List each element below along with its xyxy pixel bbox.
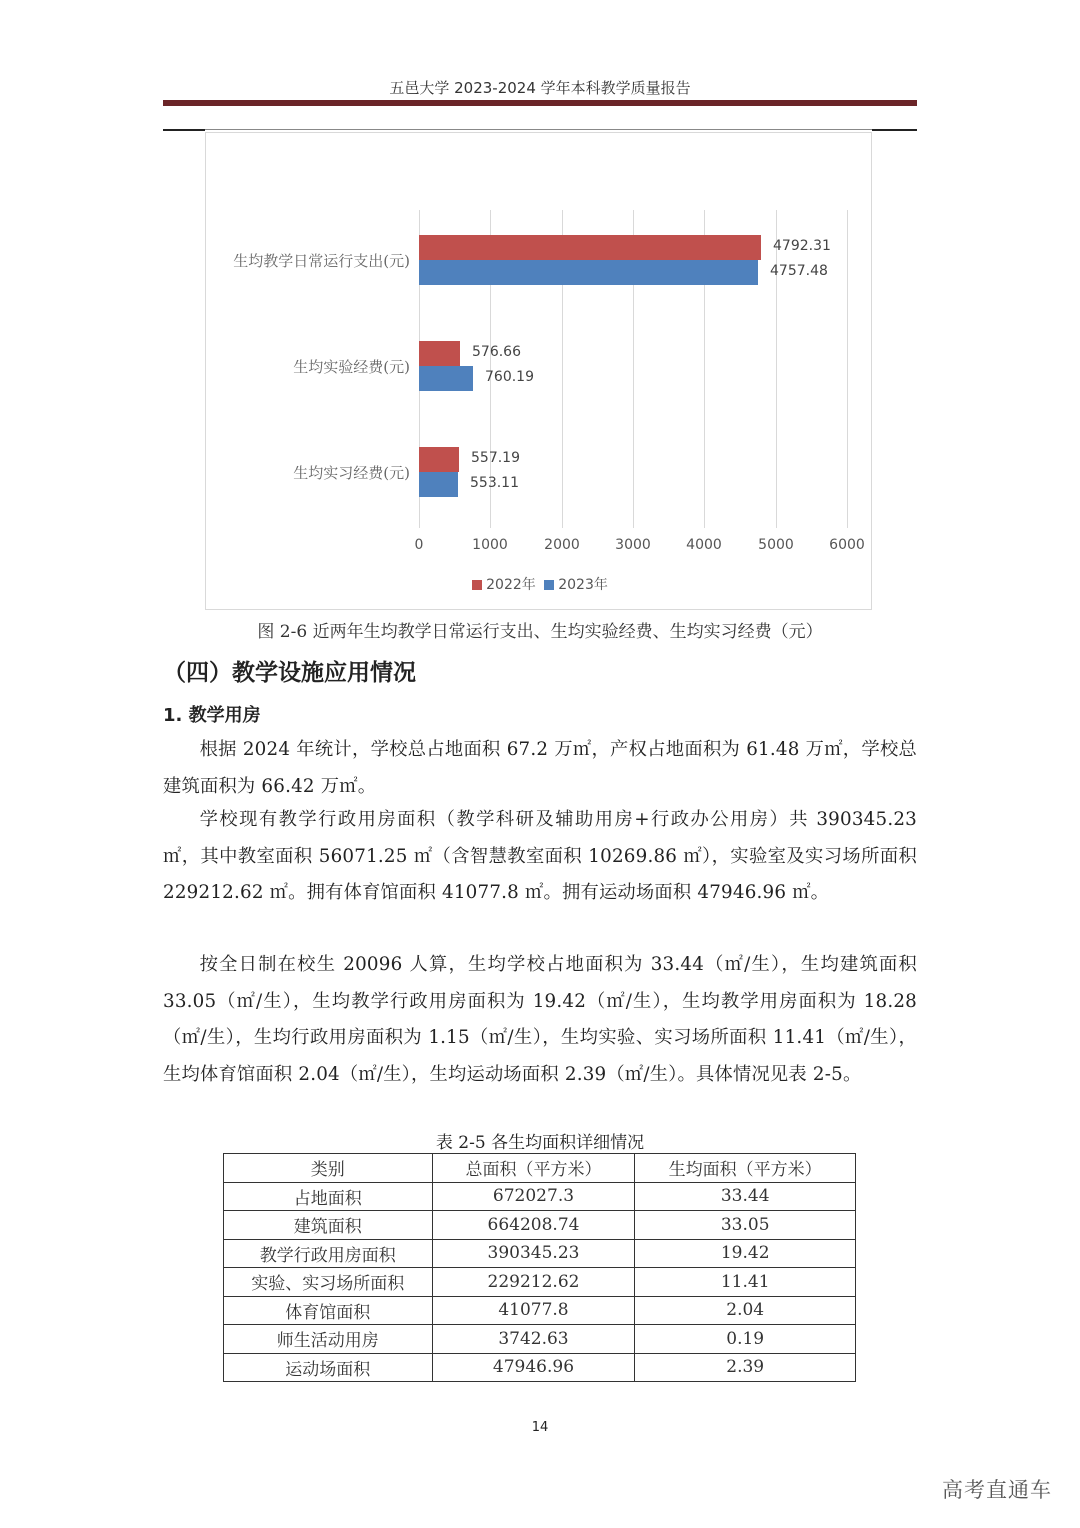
cell-total: 229212.62 (432, 1268, 635, 1297)
cell-per-student: 2.39 (635, 1353, 856, 1382)
table-row (224, 1268, 856, 1297)
column-header-category: 类别 (224, 1154, 433, 1183)
table-header-row (224, 1154, 856, 1183)
cell-per-student: 33.05 (635, 1211, 856, 1240)
cell-category: 教学行政用房面积 (224, 1239, 433, 1268)
cell-total: 3742.63 (432, 1325, 635, 1354)
report-header-title: 五邑大学 2023-2024 学年本科教学质量报告 (389, 79, 691, 97)
data-label: 557.19 (471, 450, 520, 466)
bar-2022 (419, 235, 761, 260)
paragraph-building-area: 学校现有教学行政用房面积（教学科研及辅助用房+行政办公用房）共 390345.23 ㎡，其中教室面积 56071.25 ㎡（含智慧教室面积 10269.86 ㎡），实验室及实习场所面积 229212.62 ㎡。拥有体育馆面积 41077.8 ㎡。拥有运动场面积 47946.96 ㎡。 (163, 809, 917, 903)
x-tick-label: 5000 (758, 537, 794, 553)
cell-category: 师生活动用房 (224, 1325, 433, 1354)
column-header-per-student-area: 生均面积（平方米） (635, 1154, 856, 1183)
legend-label: 2022年 (486, 577, 536, 593)
x-tick-label: 3000 (615, 537, 651, 553)
page-number: 14 (531, 1420, 549, 1435)
cell-total: 672027.3 (432, 1182, 635, 1211)
legend-swatch-2022-icon (472, 580, 482, 590)
cell-total: 664208.74 (432, 1211, 635, 1240)
cell-per-student: 19.42 (635, 1239, 856, 1268)
cell-category: 运动场面积 (224, 1353, 433, 1382)
watermark-logo: 高考直通车 (942, 1478, 1052, 1502)
area-table (223, 1153, 856, 1382)
cell-per-student: 11.41 (635, 1268, 856, 1297)
x-tick-label: 6000 (829, 537, 865, 553)
x-tick-label: 0 (414, 537, 424, 553)
subsection-heading: 1. 教学用房 (163, 705, 261, 726)
table-row (224, 1353, 856, 1382)
x-tick-label: 1000 (472, 537, 508, 553)
legend-label: 2023年 (558, 577, 608, 593)
cell-per-student: 0.19 (635, 1325, 856, 1354)
bar-2022 (419, 341, 460, 366)
chart-legend (0, 574, 1080, 594)
paragraph-land-area: 根据 2024 年统计，学校总占地面积 67.2 万㎡，产权占地面积为 61.48 万㎡，学校总建筑面积为 66.42 万㎡。 (163, 739, 917, 797)
figure-caption: 图 2-6 近两年生均教学日常运行支出、生均实验经费、生均实习经费（元） (257, 622, 823, 642)
table-row (224, 1296, 856, 1325)
gridline (776, 210, 777, 528)
gridline (847, 210, 848, 528)
category-label: 生均教学日常运行支出(元) (233, 252, 410, 270)
bar-2023 (419, 472, 458, 497)
cell-category: 实验、实习场所面积 (224, 1268, 433, 1297)
table-row (224, 1211, 856, 1240)
data-label: 576.66 (472, 344, 521, 360)
bar-2023 (419, 260, 758, 285)
cell-per-student: 33.44 (635, 1182, 856, 1211)
section-heading: （四）教学设施应用情况 (163, 660, 416, 686)
header-rule-left (163, 129, 205, 131)
data-label: 553.11 (470, 475, 519, 491)
x-tick-label: 2000 (544, 537, 580, 553)
legend-item-2022 (472, 577, 536, 593)
cell-total: 47946.96 (432, 1353, 635, 1382)
cell-category: 建筑面积 (224, 1211, 433, 1240)
table-row (224, 1325, 856, 1354)
legend-item-2023 (544, 577, 608, 593)
data-label: 4792.31 (773, 238, 831, 254)
bar-2023 (419, 366, 473, 391)
x-tick-label: 4000 (686, 537, 722, 553)
legend-swatch-2023-icon (544, 580, 554, 590)
cell-total: 41077.8 (432, 1296, 635, 1325)
cell-per-student: 2.04 (635, 1296, 856, 1325)
header-rule-thick (163, 100, 917, 106)
header-rule-right (872, 129, 917, 131)
cell-category: 体育馆面积 (224, 1296, 433, 1325)
table-row (224, 1239, 856, 1268)
data-label: 4757.48 (770, 263, 828, 279)
category-label: 生均实验经费(元) (293, 358, 410, 376)
cell-category: 占地面积 (224, 1182, 433, 1211)
table-row (224, 1182, 856, 1211)
table-title: 表 2-5 各生均面积详细情况 (435, 1133, 645, 1153)
data-label: 760.19 (485, 369, 534, 385)
category-label: 生均实习经费(元) (293, 464, 410, 482)
header-rule-middle (205, 129, 872, 130)
column-header-total-area: 总面积（平方米） (432, 1154, 635, 1183)
cell-total: 390345.23 (432, 1239, 635, 1268)
bar-2022 (419, 447, 459, 472)
paragraph-per-student: 按全日制在校生 20096 人算，生均学校占地面积为 33.44（㎡/生），生均建筑面积 33.05（㎡/生），生均教学行政用房面积为 19.42（㎡/生），生均教学用房面积为 18.28（㎡/生），生均行政用房面积为 1.15（㎡/生），生均实验、实习场所面积 11.41（㎡/生），生均体育馆面积 2.04（㎡/生），生均运动场面积 2.39（㎡/生）。具体情况见表 2-5。 (163, 954, 917, 1085)
